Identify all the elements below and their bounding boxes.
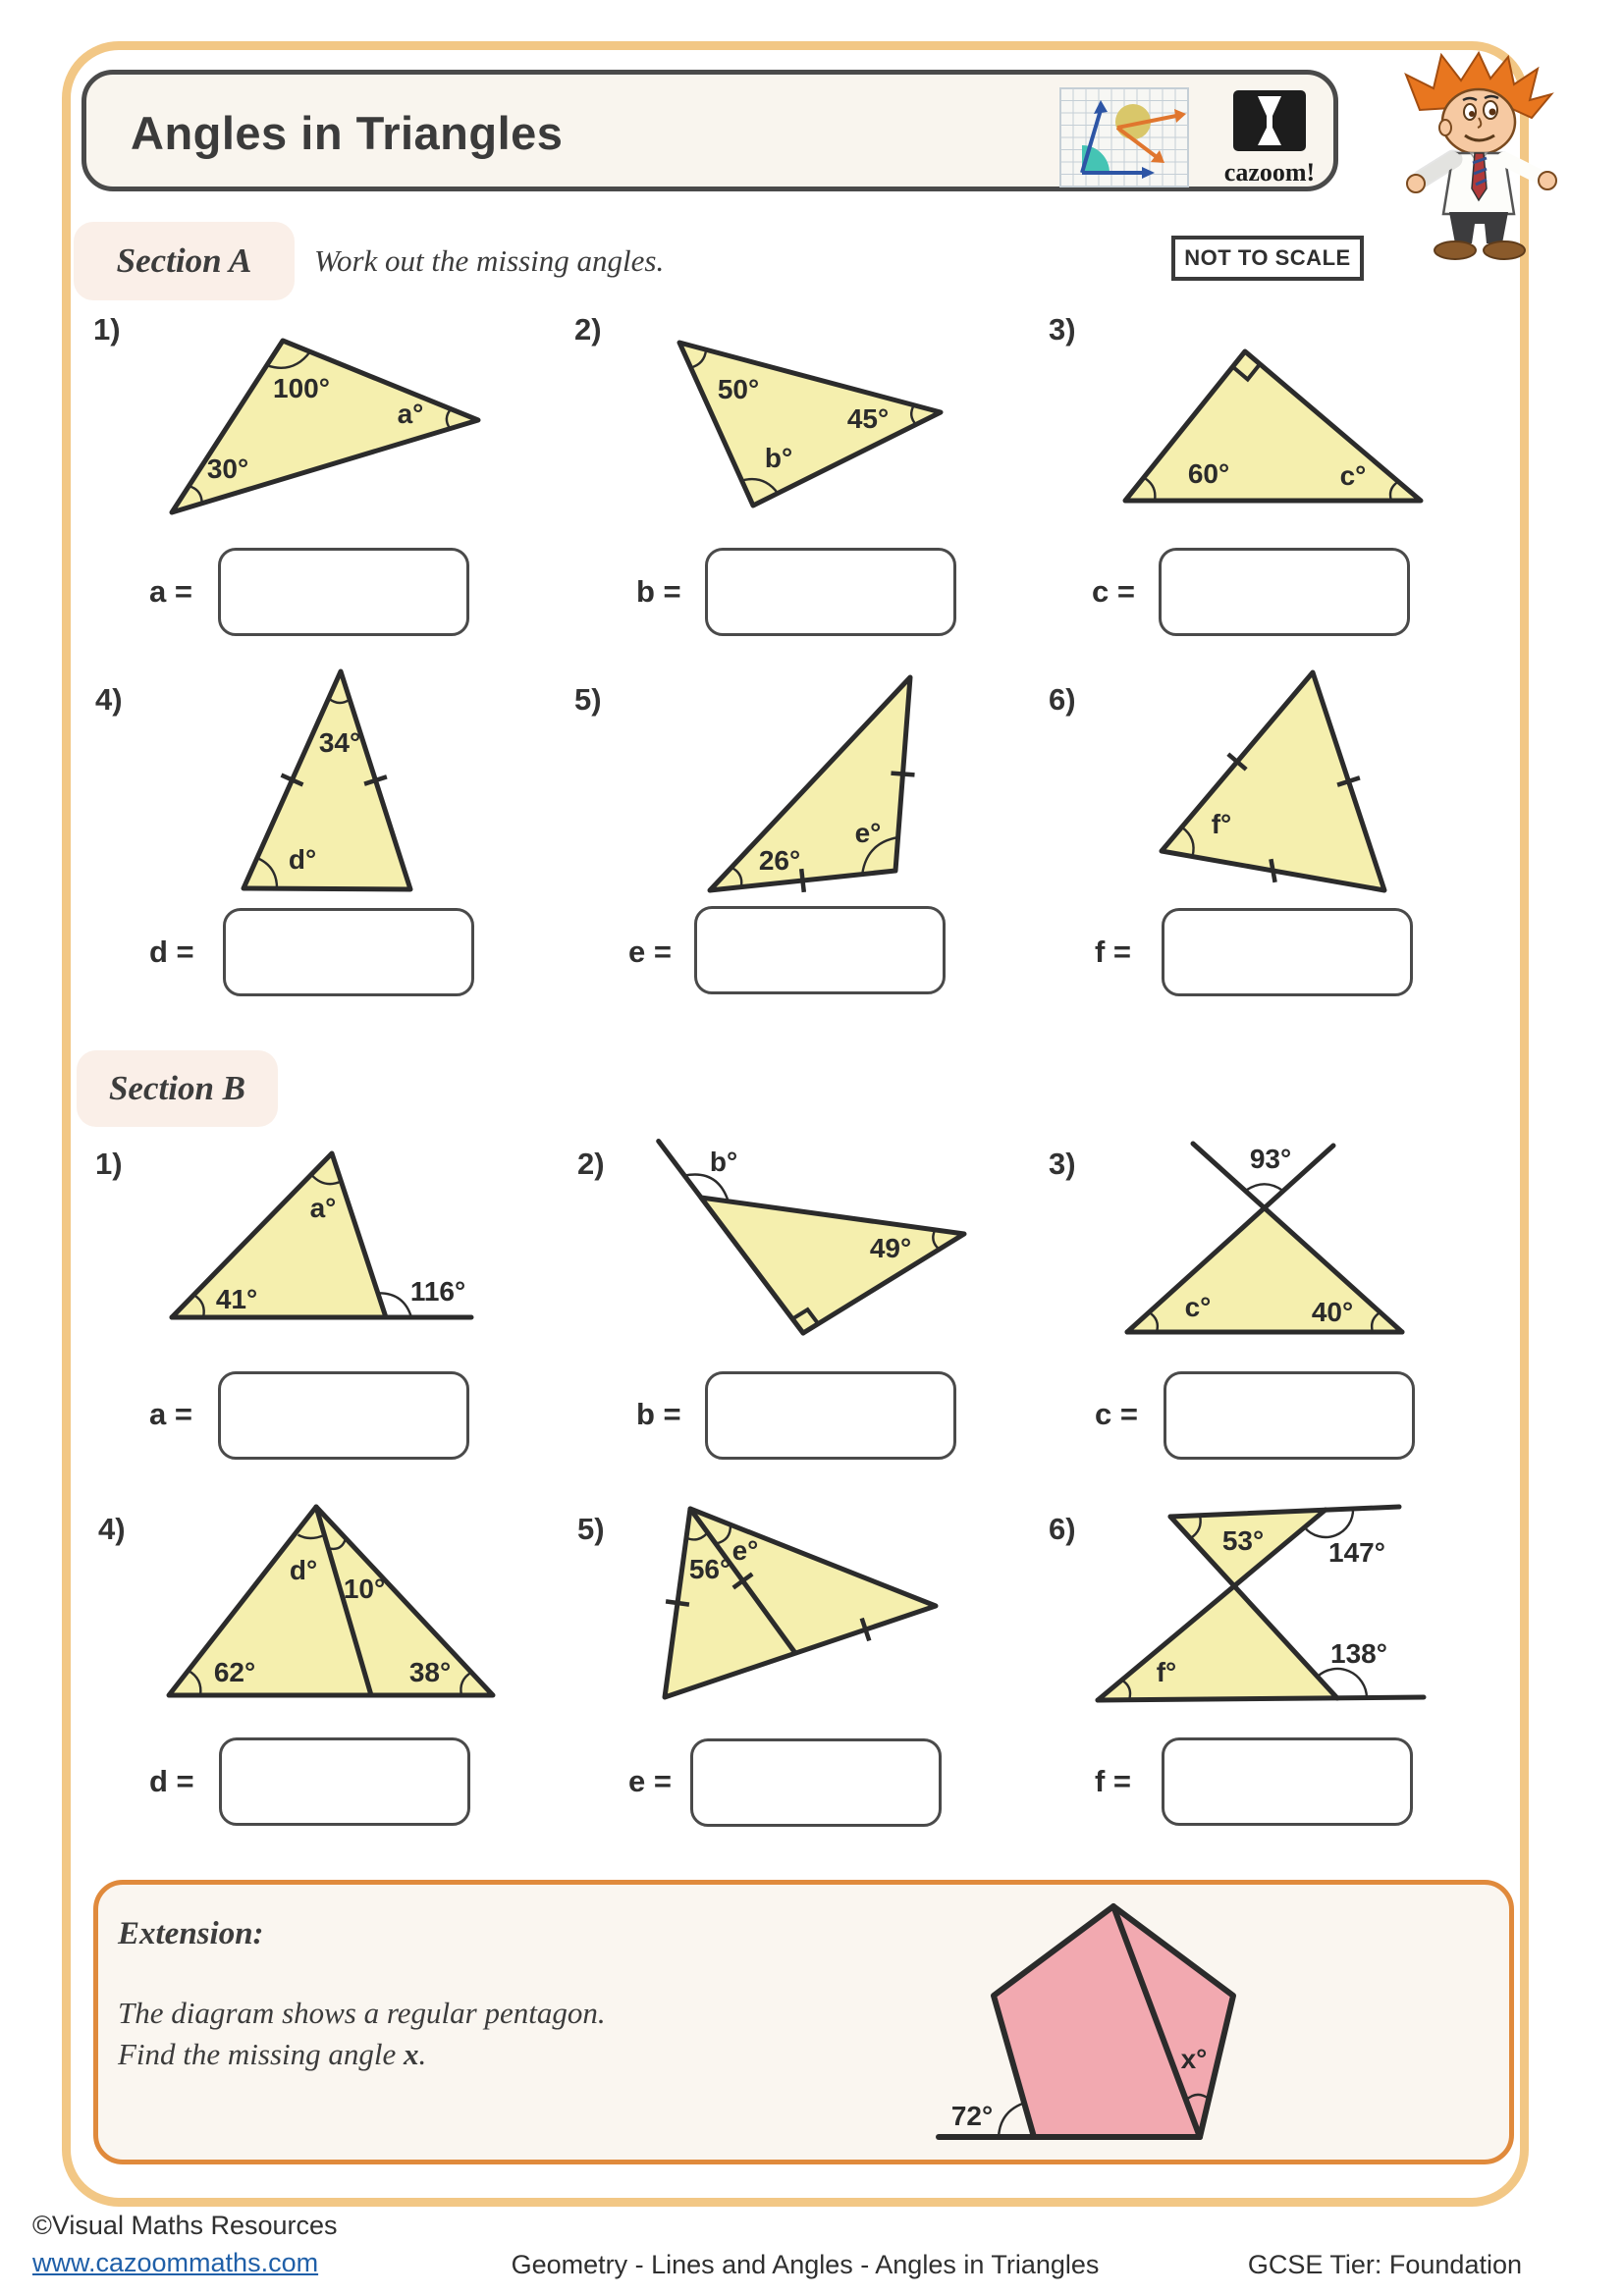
angle-label: 62° — [213, 1657, 256, 1687]
angle-label: a° — [309, 1193, 337, 1223]
answer-label-b-c: c = — [1095, 1397, 1138, 1431]
angle-label: 30° — [206, 454, 249, 484]
footer-link[interactable]: www.cazoommaths.com — [32, 2248, 319, 2277]
section-b-label: Section B — [77, 1050, 278, 1127]
angle-label: 49° — [869, 1233, 912, 1263]
answer-box-a[interactable] — [218, 548, 469, 636]
extension-text: The diagram shows a regular pentagon. Find the missing angle x. — [118, 1996, 606, 2071]
answer-box-d[interactable] — [223, 908, 474, 996]
angle-label: 53° — [1221, 1525, 1265, 1556]
diagram-b4 — [147, 1502, 560, 1747]
angle-label: x° — [1180, 2044, 1208, 2074]
answer-box-b-a[interactable] — [218, 1371, 469, 1460]
answer-box-b-d[interactable] — [219, 1737, 470, 1826]
angle-label: 100° — [273, 373, 330, 403]
angles-grid-logo-icon — [1060, 88, 1188, 187]
answer-label-a: a = — [149, 574, 192, 609]
angle-label: 45° — [846, 403, 890, 434]
angle-label: b° — [709, 1147, 738, 1177]
problem-number-a1: 1) — [93, 312, 121, 347]
diagram-b1 — [157, 1148, 550, 1374]
diagram-b6 — [1090, 1492, 1483, 1747]
answer-label-f: f = — [1095, 934, 1132, 969]
angle-label: b° — [764, 443, 793, 473]
problem-number-a6: 6) — [1049, 682, 1076, 717]
cazoom-logo — [1225, 90, 1316, 188]
answer-label-c: c = — [1092, 574, 1135, 609]
angle-label: d° — [288, 844, 317, 875]
answer-label-b-a: a = — [149, 1397, 192, 1431]
answer-label-b-f: f = — [1095, 1764, 1132, 1798]
diagram-a6 — [1129, 658, 1463, 942]
brand-text: cazoom! — [1223, 158, 1316, 187]
answer-box-c[interactable] — [1159, 548, 1410, 636]
problem-number-a5: 5) — [574, 682, 602, 717]
problem-number-b5: 5) — [577, 1512, 605, 1546]
diagram-b3 — [1100, 1139, 1492, 1374]
angle-label: 60° — [1187, 458, 1230, 489]
angle-label: 56° — [688, 1554, 731, 1584]
answer-box-e[interactable] — [694, 906, 946, 994]
angle-label: 116° — [409, 1276, 466, 1307]
diagram-b5 — [638, 1492, 992, 1747]
angle-label: e° — [731, 1535, 759, 1566]
problem-number-b3: 3) — [1049, 1147, 1076, 1181]
angle-label: d° — [289, 1555, 318, 1585]
diagram-b2 — [609, 1139, 1021, 1374]
not-to-scale-badge: NOT TO SCALE — [1171, 236, 1364, 281]
footer-copyright: ©Visual Maths Resources — [32, 2211, 338, 2240]
angle-label: a° — [397, 399, 424, 429]
problem-number-b4: 4) — [98, 1512, 126, 1546]
section-a-label: Section A — [74, 222, 295, 300]
answer-box-f[interactable] — [1162, 908, 1413, 996]
answer-label-b-e: e = — [628, 1764, 672, 1798]
answer-label-e: e = — [628, 934, 672, 969]
angle-label: e° — [854, 818, 882, 848]
problem-number-b6: 6) — [1049, 1512, 1076, 1546]
angle-label: 38° — [408, 1657, 452, 1687]
extension-line1: The diagram shows a regular pentagon. — [118, 1996, 606, 2030]
answer-box-b-b[interactable] — [705, 1371, 956, 1460]
angle-label: f° — [1156, 1657, 1177, 1687]
angle-label: 147° — [1328, 1537, 1385, 1568]
angle-label: 26° — [758, 845, 801, 876]
angle-label: 93° — [1249, 1144, 1292, 1174]
footer-tier: GCSE Tier: Foundation — [1247, 2250, 1522, 2279]
diagram-a1 — [147, 329, 501, 555]
answer-box-b[interactable] — [705, 548, 956, 636]
diagram-a3 — [1070, 324, 1483, 550]
angle-label: c° — [1339, 460, 1367, 491]
header — [81, 70, 1338, 191]
answer-box-b-c[interactable] — [1164, 1371, 1415, 1460]
angle-label: 40° — [1311, 1297, 1354, 1327]
diagram-pentagon — [874, 1890, 1326, 2150]
section-a-instruction: Work out the missing angles. — [314, 243, 665, 278]
extension-title: Extension: — [118, 1916, 264, 1951]
answer-label-b-d: d = — [149, 1764, 194, 1798]
extension-variable: x — [404, 2037, 419, 2071]
angle-label: 34° — [318, 727, 361, 758]
footer-center: Geometry - Lines and Angles - Angles in Triangles — [511, 2250, 1100, 2279]
angle-label: 10° — [343, 1574, 386, 1604]
diagram-a2 — [560, 324, 972, 550]
page-title: Angles in Triangles — [131, 107, 564, 159]
problem-number-a2: 2) — [574, 312, 602, 347]
answer-label-d: d = — [149, 934, 194, 969]
answer-label-b: b = — [636, 574, 681, 609]
problem-number-a4: 4) — [95, 682, 123, 717]
angle-label: f° — [1211, 809, 1232, 839]
angle-label: 72° — [950, 2101, 994, 2131]
angle-label: 138° — [1330, 1638, 1387, 1669]
angle-label: c° — [1184, 1292, 1212, 1322]
problem-number-b1: 1) — [95, 1147, 123, 1181]
diagram-a4 — [177, 658, 471, 933]
angle-label: 50° — [717, 374, 760, 404]
problem-number-b2: 2) — [577, 1147, 605, 1181]
answer-box-b-f[interactable] — [1162, 1737, 1413, 1826]
answer-label-b-b: b = — [636, 1397, 681, 1431]
mascot-character — [1392, 49, 1579, 265]
problem-number-a3: 3) — [1049, 312, 1076, 347]
answer-box-b-e[interactable] — [690, 1738, 942, 1827]
angle-label: 41° — [215, 1284, 258, 1314]
diagram-a5 — [648, 658, 972, 933]
extension-line2: Find the missing angle — [118, 2037, 405, 2071]
